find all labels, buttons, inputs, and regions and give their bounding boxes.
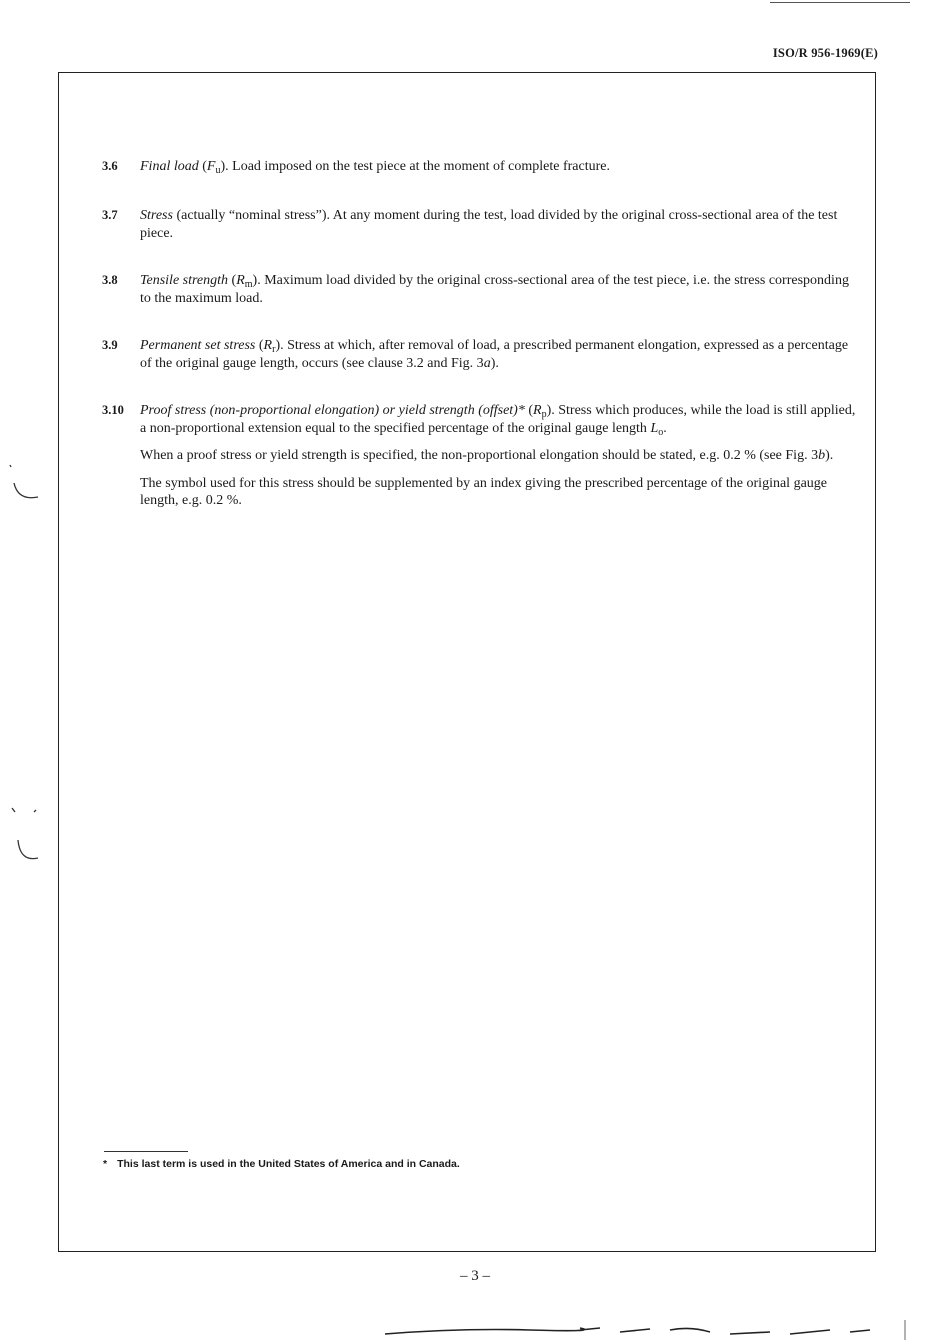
scan-mark-bottom	[380, 1320, 920, 1344]
scan-mark-lower	[0, 800, 45, 875]
symbol-subscript: u	[215, 165, 221, 176]
clause-number: 3.7	[102, 208, 118, 222]
symbol: F	[206, 159, 216, 174]
footnote-separator	[104, 1151, 188, 1152]
clause-number: 3.9	[102, 338, 118, 352]
clause-3-6: 3.6 Final load $(F_u)$. Load imposed on the test piece at the moment of complete fracture.	[102, 159, 611, 176]
clause-paragraph-2: When a proof stress or yield strength is specified, the non-proportional elongation should be stated, e.g. 0.2 % (see Fig. 3b).	[140, 448, 834, 463]
clause-term: Proof stress (non-proportional elongation) or yield strength (offset)*	[140, 403, 525, 418]
clause-term: Final load	[140, 159, 199, 174]
clause-paragraph-3: The symbol used for this stress should be supplemented by an index giving the prescribed percentage of the original gauge length, e.g. 0.2 %.	[140, 475, 827, 508]
page-number: – 3 –	[460, 1268, 490, 1284]
clause-3-10: 3.10 Proof stress (non-proportional elongation) or yield strength (offset)* $(R_p)$. Stress which produces, while the load is still applied, a non-proportional extension equal to the specified percentage of the original gauge length $L_o$. When a proof stress or yield strength is specified, the non-proportional elongation should be stated, e.g. 0.2 % (see Fig. 3b). The symbol used for this stress should be supplemented by an index giving the prescribed percentage of the original gauge length, e.g. 0.2 %.	[102, 402, 862, 510]
clause-term: Permanent set stress	[140, 338, 256, 353]
clause-3-7	[102, 207, 862, 242]
symbol-subscript: m	[244, 279, 253, 290]
symbol: R	[236, 273, 245, 288]
symbol: R	[263, 338, 273, 353]
page-frame	[58, 72, 876, 1252]
clause-number: 3.10	[102, 403, 124, 417]
clause-term: Tensile strength	[140, 273, 229, 288]
symbol-subscript: p	[541, 409, 547, 420]
clause-definition: Maximum load divided by the original cross-sectional area of the test piece, i.e. the stress corresponding to the maximum load.	[140, 273, 849, 306]
clause-number: 3.8	[102, 273, 118, 287]
clause-definition: Stress at which, after removal of load, a prescribed permanent elongation, expressed as a percentage of the original gauge length, occurs (see clause 3.2 and Fig. 3	[140, 338, 849, 371]
clause-definition: Stress which produces, while the load is still applied, a non-proportional extension equal to the specified percentage of the original gauge length	[140, 403, 856, 436]
clause-3-8: 3.8 Tensile strength $(R_m)$. Maximum load divided by the original cross-sectional area of the test piece, i.e. the stress corresponding to the maximum load.	[102, 273, 849, 306]
figure-letter: b	[818, 448, 826, 463]
clause-definition: Load imposed on the test piece at the moment of complete fracture.	[232, 159, 611, 174]
clause-definition-end: ).	[490, 355, 499, 371]
scan-mark-upper	[0, 455, 45, 515]
length-symbol-subscript: o	[658, 426, 664, 438]
top-edge-rule	[770, 2, 910, 3]
clause-number: 3.6	[102, 159, 118, 173]
figure-letter: a	[483, 355, 491, 371]
length-symbol: L	[650, 420, 659, 436]
symbol: R	[533, 403, 542, 418]
clause-3-9: 3.9 Permanent set stress $(R_r)$. Stress at which, after removal of load, a prescribed permanent elongation, expressed as a percentage of the original gauge length, occurs (see clause 3.2 and Fig. 3a).	[102, 338, 849, 371]
footnote-text: This last term is used in the United States of America and in Canada.	[117, 1158, 460, 1170]
clause-definition: (actually “nominal stress”). At any moment during the test, load divided by the original cross-sectional area of the test piece.	[140, 208, 838, 241]
clause-term: Stress	[140, 208, 173, 223]
footnote	[103, 1158, 460, 1170]
standard-reference: ISO/R 956-1969(E)	[772, 46, 878, 60]
footnote-marker: *	[103, 1158, 108, 1170]
symbol-subscript: r	[272, 344, 276, 355]
